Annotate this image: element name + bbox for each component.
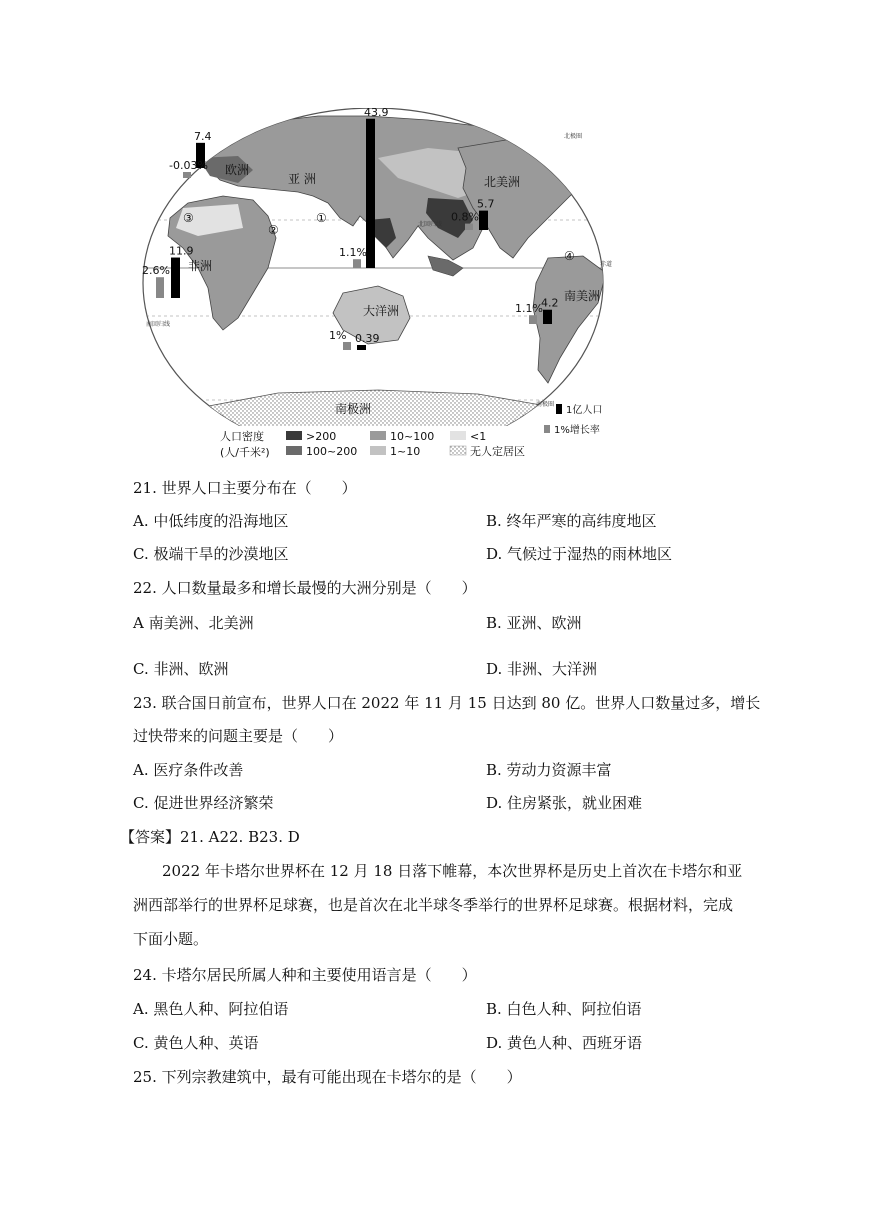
legend-label-uninhabited: 无人定居区: [470, 445, 525, 458]
q22-option-c[interactable]: C. 非洲、欧洲: [133, 660, 229, 678]
population-label-north-america: 5.7: [477, 197, 495, 211]
q23-option-c[interactable]: C. 促进世界经济繁荣: [133, 794, 274, 812]
question-22-stem: 22. 人口数量最多和增长最慢的大洲分别是（ ）: [133, 579, 477, 597]
question-23-stem-line1: 23. 联合国日前宣布，世界人口在 2022 年 11 月 15 日达到 80 亿。世界人口数量过多，增长: [133, 694, 761, 712]
growth-bar-asia: [353, 259, 361, 268]
legend-label-10-100: 10~100: [390, 430, 435, 443]
tropic-cancer-label: 北回归线: [418, 221, 443, 228]
legend-label-lt1: <1: [470, 430, 487, 443]
legend-growth-label: 1%增长率: [554, 425, 600, 436]
growth-bar-europe: [183, 172, 191, 178]
question-21-stem: 21. 世界人口主要分布在（ ）: [133, 479, 357, 497]
q21-option-d[interactable]: D. 气候过于湿热的雨林地区: [486, 545, 673, 563]
passage-line-3: 下面小题。: [133, 930, 209, 948]
label-oceania: 大洋洲: [363, 304, 400, 318]
population-bar-oceania: [357, 345, 366, 350]
question-23-stem-line2: 过快带来的问题主要是（ ）: [133, 727, 344, 745]
growth-bar-north-america: [465, 224, 473, 230]
population-label-asia: 43.9: [364, 108, 389, 119]
legend-swatch-1-10: [370, 446, 386, 455]
q24-option-d[interactable]: D. 黄色人种、西班牙语: [486, 1034, 643, 1052]
question-24-stem: 24. 卡塔尔居民所属人种和主要使用语言是（ ）: [133, 966, 477, 984]
passage-line-2: 洲西部举行的世界杯足球赛，也是首次在北半球冬季举行的世界杯足球赛。根据材料，完成: [133, 896, 734, 914]
label-asia: 亚 洲: [288, 172, 316, 186]
growth-label-north-america: 0.8%: [451, 210, 479, 224]
growth-bar-south-america: [529, 315, 537, 324]
label-north-america: 北美洲: [484, 175, 521, 189]
legend-population-swatch: [556, 404, 562, 414]
q21-option-b[interactable]: B. 终年严寒的高纬度地区: [486, 512, 657, 530]
world-population-map: [128, 108, 618, 464]
legend-swatch-uninhabited: [450, 446, 466, 455]
growth-label-asia: 1.1%: [339, 246, 367, 260]
legend-swatch-100-200: [286, 446, 302, 455]
population-bar-africa: [171, 258, 180, 298]
q24-option-c[interactable]: C. 黄色人种、英语: [133, 1034, 259, 1052]
growth-label-europe: -0.03%: [169, 159, 208, 172]
tropic-capricorn-label: 南回归线: [146, 321, 171, 328]
question-25-stem: 25. 下列宗教建筑中，最有可能出现在卡塔尔的是（ ）: [133, 1068, 522, 1086]
label-antarctica: 南极洲: [335, 402, 372, 416]
legend-swatch-lt1: [450, 431, 466, 440]
legend-density-title1: 人口密度: [220, 430, 264, 443]
q23-option-a[interactable]: A. 医疗条件改善: [133, 761, 244, 779]
q22-option-a[interactable]: A 南美洲、北美洲: [133, 614, 254, 632]
equator-label: 赤道: [600, 261, 613, 268]
antarctic-circle-label: 南极圈: [536, 401, 555, 408]
growth-label-south-america: 1.1%: [515, 302, 543, 316]
population-bar-north-america: [479, 211, 488, 230]
growth-label-africa: 2.6%: [142, 264, 170, 278]
q22-option-d[interactable]: D. 非洲、大洋洲: [486, 660, 598, 678]
q24-option-a[interactable]: A. 黑色人种、阿拉伯语: [133, 1000, 289, 1018]
legend-label-gt200: >200: [306, 430, 337, 443]
label-south-america: 南美洲: [564, 289, 601, 303]
legend-swatch-10-100: [370, 431, 386, 440]
growth-bar-africa: [156, 277, 164, 298]
q22-option-b[interactable]: B. 亚洲、欧洲: [486, 614, 582, 632]
q23-option-d[interactable]: D. 住房紧张，就业困难: [486, 794, 643, 812]
legend-label-1-10: 1~10: [390, 445, 421, 458]
growth-label-oceania: 1%: [329, 329, 347, 342]
map-svg: [128, 108, 618, 464]
legend-population-label: 1亿人口: [566, 405, 603, 416]
arctic-circle-label: 北极圈: [564, 133, 583, 140]
legend-density-title2: (人/千米²): [220, 446, 270, 459]
legend-swatch-gt200: [286, 431, 302, 440]
label-europe: 欧洲: [225, 163, 250, 177]
population-label-south-america: 4.2: [541, 296, 559, 310]
growth-bar-oceania: [343, 342, 351, 350]
q23-option-b[interactable]: B. 劳动力资源丰富: [486, 761, 612, 779]
label-africa: 非洲: [188, 259, 213, 273]
population-label-oceania: 0.39: [355, 332, 380, 345]
legend-growth-swatch: [544, 425, 550, 433]
marker-4: ④: [564, 249, 575, 263]
population-bar-south-america: [543, 310, 552, 324]
legend-label-100-200: 100~200: [306, 445, 358, 458]
marker-3: ③: [183, 211, 194, 225]
q24-option-b[interactable]: B. 白色人种、阿拉伯语: [486, 1000, 642, 1018]
marker-1: ①: [316, 211, 327, 225]
marker-2: ②: [268, 223, 279, 237]
population-bar-asia: [366, 119, 375, 268]
q21-option-a[interactable]: A. 中低纬度的沿海地区: [133, 512, 289, 530]
q21-option-c[interactable]: C. 极端干旱的沙漠地区: [133, 545, 289, 563]
population-label-africa: 11.9: [169, 244, 194, 258]
population-label-europe: 7.4: [194, 129, 212, 143]
answer-line: 【答案】21. A22. B23. D: [120, 828, 300, 846]
passage-line-1: 2022 年卡塔尔世界杯在 12 月 18 日落下帷幕，本次世界杯是历史上首次在卡塔尔和亚: [162, 862, 743, 880]
